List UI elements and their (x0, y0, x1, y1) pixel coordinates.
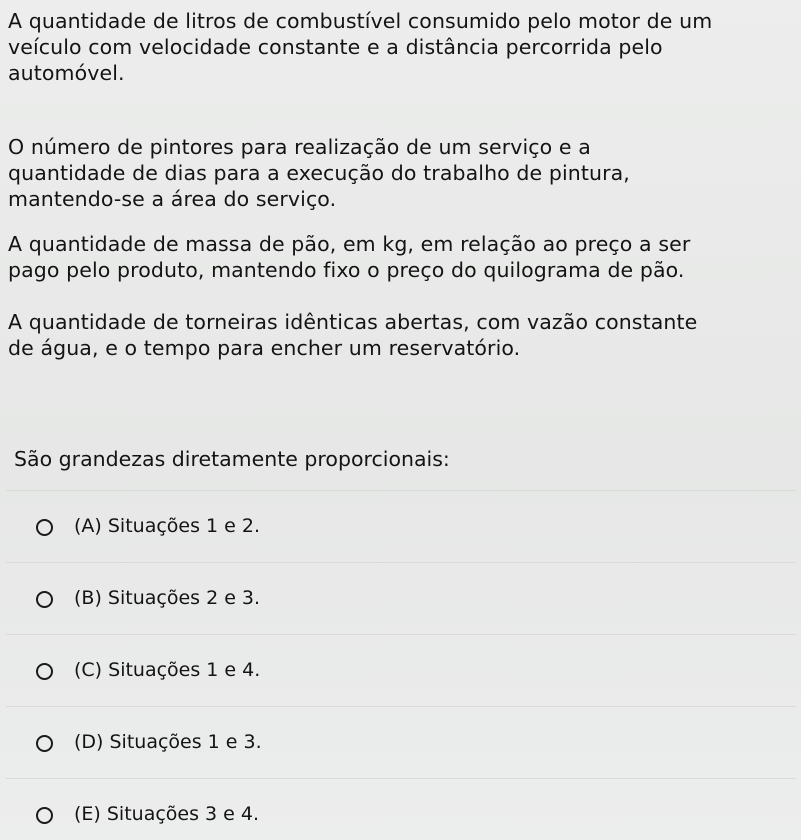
situation-2-line: O número de pintores para realização de um serviço e a (8, 135, 591, 159)
radio-button-icon[interactable] (36, 663, 53, 680)
situation-1-text (8, 8, 796, 86)
situation-2-line: mantendo-se a área do serviço. (8, 187, 337, 211)
answer-option-e[interactable] (6, 778, 796, 840)
answer-option-label: (A) Situações 1 e 2. (74, 515, 261, 537)
radio-button-icon[interactable] (36, 807, 53, 824)
situation-2-text (8, 134, 796, 212)
situation-1-line: automóvel. (8, 61, 125, 85)
answer-option-d[interactable] (6, 706, 796, 776)
radio-button-icon[interactable] (36, 591, 53, 608)
situation-1-line: A quantidade de litros de combustível consumido pelo motor de um (8, 9, 713, 33)
answer-option-label: (C) Situações 1 e 4. (74, 659, 261, 681)
radio-button-icon[interactable] (36, 519, 53, 536)
situation-2-line: quantidade de dias para a execução do trabalho de pintura, (8, 161, 630, 185)
answer-option-a[interactable] (6, 490, 796, 560)
answer-option-b[interactable] (6, 562, 796, 632)
radio-button-icon[interactable] (36, 735, 53, 752)
question-prompt: São grandezas diretamente proporcionais: (14, 447, 450, 471)
answer-option-label: (E) Situações 3 e 4. (74, 803, 260, 825)
answer-option-label: (D) Situações 1 e 3. (74, 731, 262, 753)
situation-4-line: A quantidade de torneiras idênticas abertas, com vazão constante (8, 310, 698, 334)
situation-1-line: veículo com velocidade constante e a distância percorrida pelo (8, 35, 663, 59)
situation-4-text (8, 309, 796, 361)
answer-option-label: (B) Situações 2 e 3. (74, 587, 261, 609)
situation-4-line: de água, e o tempo para encher um reservatório. (8, 336, 521, 360)
situation-3-line: pago pelo produto, mantendo fixo o preço do quilograma de pão. (8, 258, 685, 282)
situation-3-line: A quantidade de massa de pão, em kg, em relação ao preço a ser (8, 232, 691, 256)
answer-option-c[interactable] (6, 634, 796, 704)
situation-3-text (8, 231, 796, 283)
